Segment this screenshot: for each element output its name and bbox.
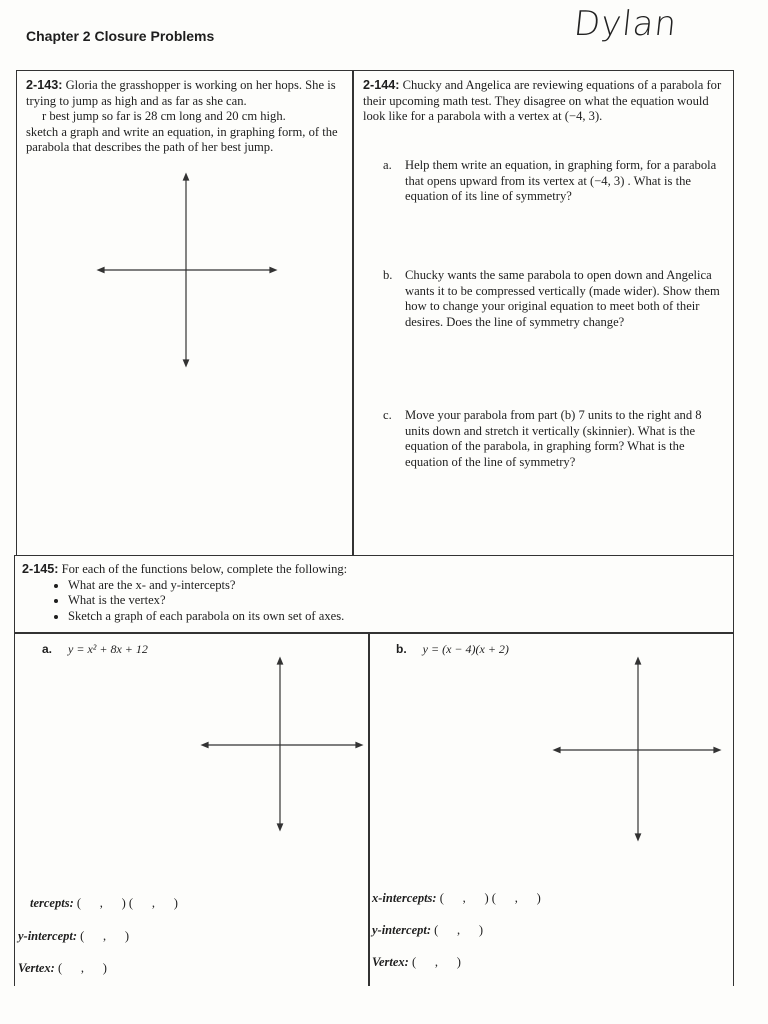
x-intercepts-a-blank[interactable]: ( , ) ( , ) — [76, 896, 178, 910]
y-intercept-a-label: y-intercept: — [18, 929, 78, 943]
function-a — [42, 640, 148, 658]
problem-2-143-intro: Gloria the grasshopper is working on her hops. She is trying to jump as high and as far as she can. — [26, 78, 336, 108]
instruction-item: • What are the x- and y-intercepts? — [68, 578, 722, 594]
student-name-signature: Dylan — [571, 4, 680, 44]
problem-2-143-line3: sketch a graph and write an equation, in graphing form, of the parabola that describes the path of her best jump. — [26, 124, 338, 155]
y-intercept-b — [372, 923, 483, 938]
instruction-item: • Sketch a graph of each parabola on its own set of axes. — [68, 609, 722, 625]
problem-2-145-number: 2-145: — [22, 562, 59, 576]
vertex-b-blank[interactable]: ( , ) — [411, 955, 461, 969]
part-b-text: Chucky wants the same parabola to open down and Angelica wants it to be compressed vertically (made wider). Show them how to change your original equation to meet both of their desires. Does the line of symmetry change? — [405, 268, 720, 329]
part-b-label: b. — [383, 268, 393, 282]
problem-2-144-part-a — [383, 158, 727, 205]
vertex-b — [372, 955, 461, 970]
y-intercept-b-blank[interactable]: ( , ) — [434, 923, 484, 937]
problem-2-144-number: 2-144: — [363, 78, 400, 92]
vertex-a-blank[interactable]: ( , ) — [57, 961, 107, 975]
axes-2-145b[interactable] — [0, 0, 1, 1]
part-c-text: Move your parabola from part (b) 7 units to the right and 8 units down and stretch it vertically (skinnier). What is the equation of the parabola, in graphing form? What is the equation of the line of symmetry? — [405, 408, 702, 469]
function-b — [396, 640, 509, 658]
problem-2-143-text — [26, 78, 350, 156]
problem-2-143-line2: r best jump so far is 28 cm long and 20 cm high. — [42, 109, 286, 124]
problem-2-144-text — [363, 78, 723, 125]
x-intercepts-a — [30, 896, 178, 911]
function-a-equation: y = x² + 8x + 12 — [68, 642, 148, 656]
y-intercept-a-blank[interactable]: ( , ) — [80, 929, 130, 943]
page-title: Chapter 2 Closure Problems — [26, 28, 215, 44]
y-intercept-b-label: y-intercept: — [372, 923, 432, 937]
function-b-equation: y = (x − 4)(x + 2) — [422, 642, 509, 656]
x-intercepts-a-label: tercepts: — [30, 896, 74, 910]
part-c-label: c. — [383, 408, 392, 422]
function-a-label: a. — [42, 642, 53, 656]
part-a-label: a. — [383, 158, 392, 172]
problem-2-144-part-c — [383, 408, 727, 470]
instruction-item: • What is the vertex? — [68, 593, 722, 609]
x-intercepts-b-blank[interactable]: ( , ) ( , ) — [439, 891, 541, 905]
part-a-text: Help them write an equation, in graphing form, for a parabola that opens upward from its vertex at (−4, 3) . What is the equation of its line of symmetry? — [405, 158, 717, 204]
function-b-label: b. — [396, 642, 407, 656]
vertex-a — [18, 961, 107, 976]
vertex-b-label: Vertex: — [372, 955, 409, 969]
x-intercepts-b — [372, 891, 541, 906]
problem-2-145-intro: For each of the functions below, complete the following: — [61, 562, 348, 576]
problem-2-144-intro: Chucky and Angelica are reviewing equations of a parabola for their upcoming math test. They disagree on what the equation would look like for a parabola with a vertex at (−4, 3). — [363, 78, 722, 124]
instruction-list — [22, 578, 722, 625]
problem-2-144-part-b — [383, 268, 727, 330]
x-intercepts-b-label: x-intercepts: — [372, 891, 437, 905]
y-intercept-a — [18, 929, 129, 944]
problem-2-143-number: 2-143: — [26, 78, 63, 92]
vertex-a-label: Vertex: — [18, 961, 55, 975]
problem-2-145-text — [22, 562, 722, 624]
